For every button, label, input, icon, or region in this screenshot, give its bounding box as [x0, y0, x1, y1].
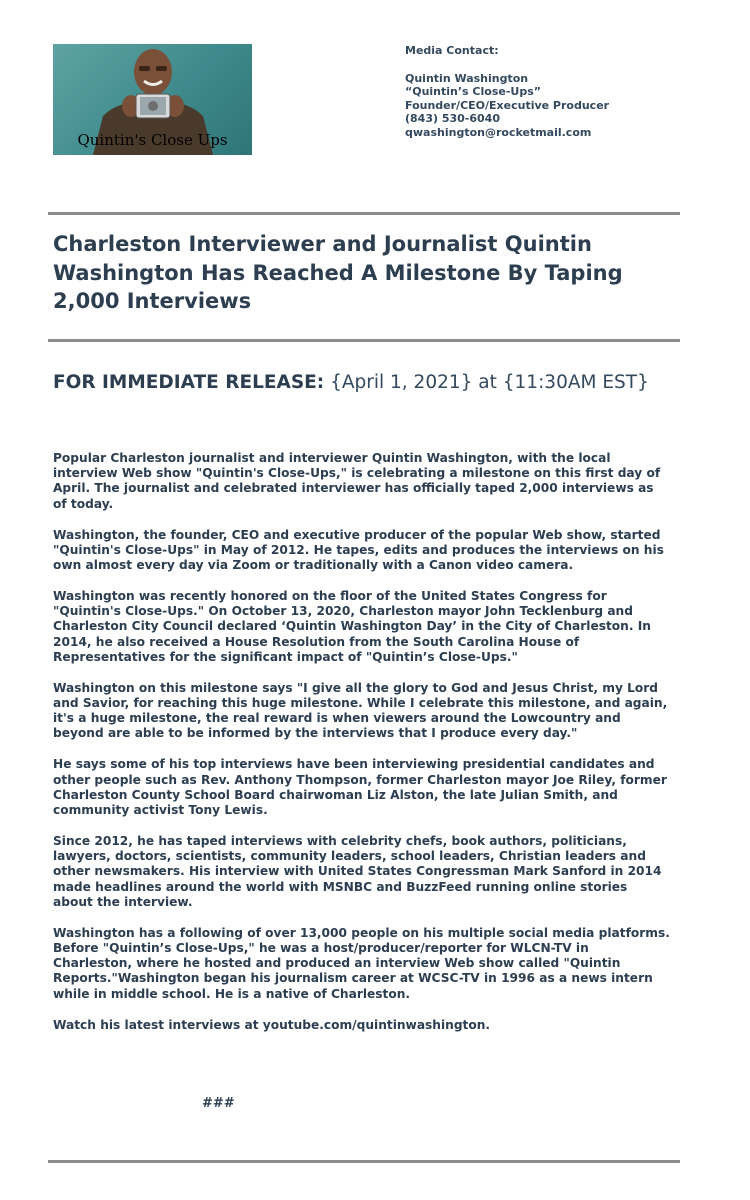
logo-image [53, 44, 252, 155]
contact-title: Founder/CEO/Executive Producer [405, 98, 610, 112]
top-divider [48, 212, 680, 215]
contact-name: Quintin Washington [405, 71, 529, 85]
press-release-headline: Charleston Interviewer and Journalist Quintin Washington Has Reached A Milestone By Taping 2,000 Interviews [53, 232, 623, 313]
contact-show: “Quintin’s Close-Ups” [405, 85, 541, 98]
release-label: FOR IMMEDIATE RELEASE: [53, 372, 325, 393]
press-release-body [53, 451, 670, 1049]
media-contact-block [405, 44, 609, 139]
body-paragraph: Washington, the founder, CEO and executive producer of the popular Web show, started "Quintin's Close-Ups" in May of 2012. He tapes, edits and produces the interviews on his own almost every day via Zoom or traditionally with a Canon video camera. [53, 527, 664, 573]
body-paragraph: Popular Charleston journalist and interviewer Quintin Washington, with the local interview Web show "Quintin's Close-Ups," is celebrating a milestone on this first day of April. The journalist and celebrated interviewer has officially taped 2,000 interviews as of today. [53, 451, 661, 511]
body-paragraph: Washington has a following of over 13,000 people on his multiple social media platforms. Before "Quintin’s Close-Ups," he was a host/producer/reporter for WLCN-TV in Charleston, where he hosted and produced an interview Web show called "Quintin Reports."Washington began his journalism career at WCSC-TV in 1996 as a news intern while in middle school. He is a native of Charleston. [53, 925, 670, 1001]
release-line [53, 372, 649, 393]
end-of-release-mark: ### [202, 1096, 235, 1111]
bottom-divider [48, 1160, 680, 1163]
body-paragraph-link-line: Watch his latest interviews at youtube.com/quintinwashington. [53, 1017, 491, 1032]
body-paragraph: Since 2012, he has taped interviews with celebrity chefs, book authors, politicians, lawyers, doctors, scientists, community leaders, school leaders, Christian leaders and other newsmakers. His interview with United States Congressman Mark Sanford in 2014 made headlines around the world with MSNBC and BuzzFeed running online stories about the interview. [53, 834, 662, 909]
body-paragraph: Washington on this milestone says "I give all the glory to God and Jesus Christ, my Lord and Savior, for reaching this huge milestone. While I celebrate this milestone, and again, it's a huge milestone, the real reward is when viewers around the Lowcountry and beyond are able to be informed by the interviews that I produce every day." [53, 680, 668, 741]
release-date-time: {April 1, 2021} at {11:30AM EST} [330, 372, 649, 393]
logo-caption: Quintin's Close Ups [77, 131, 228, 149]
contact-phone: (843) 530-6040 [405, 112, 500, 125]
body-paragraph: Washington was recently honored on the floor of the United States Congress for "Quintin's Close-Ups." On October 13, 2020, Charleston mayor John Tecklenburg and Charleston City Council declared ‘Quintin Washington Day’ in the City of Charleston. In 2014, he also received a House Resolution from the South Carolina House of Representatives for the significant impact of "Quintin’s Close-Ups." [53, 589, 651, 664]
headline-divider [48, 339, 680, 342]
contact-email: qwashington@rocketmail.com [405, 125, 592, 139]
body-paragraph: He says some of his top interviews have been interviewing presidential candidates and other people such as Rev. Anthony Thompson, former Charleston mayor Joe Riley, former Charleston County School Board chairwoman Liz Alston, the late Julian Smith, and community activist Tony Lewis. [53, 757, 667, 818]
media-contact-heading: Media Contact: [405, 44, 499, 57]
